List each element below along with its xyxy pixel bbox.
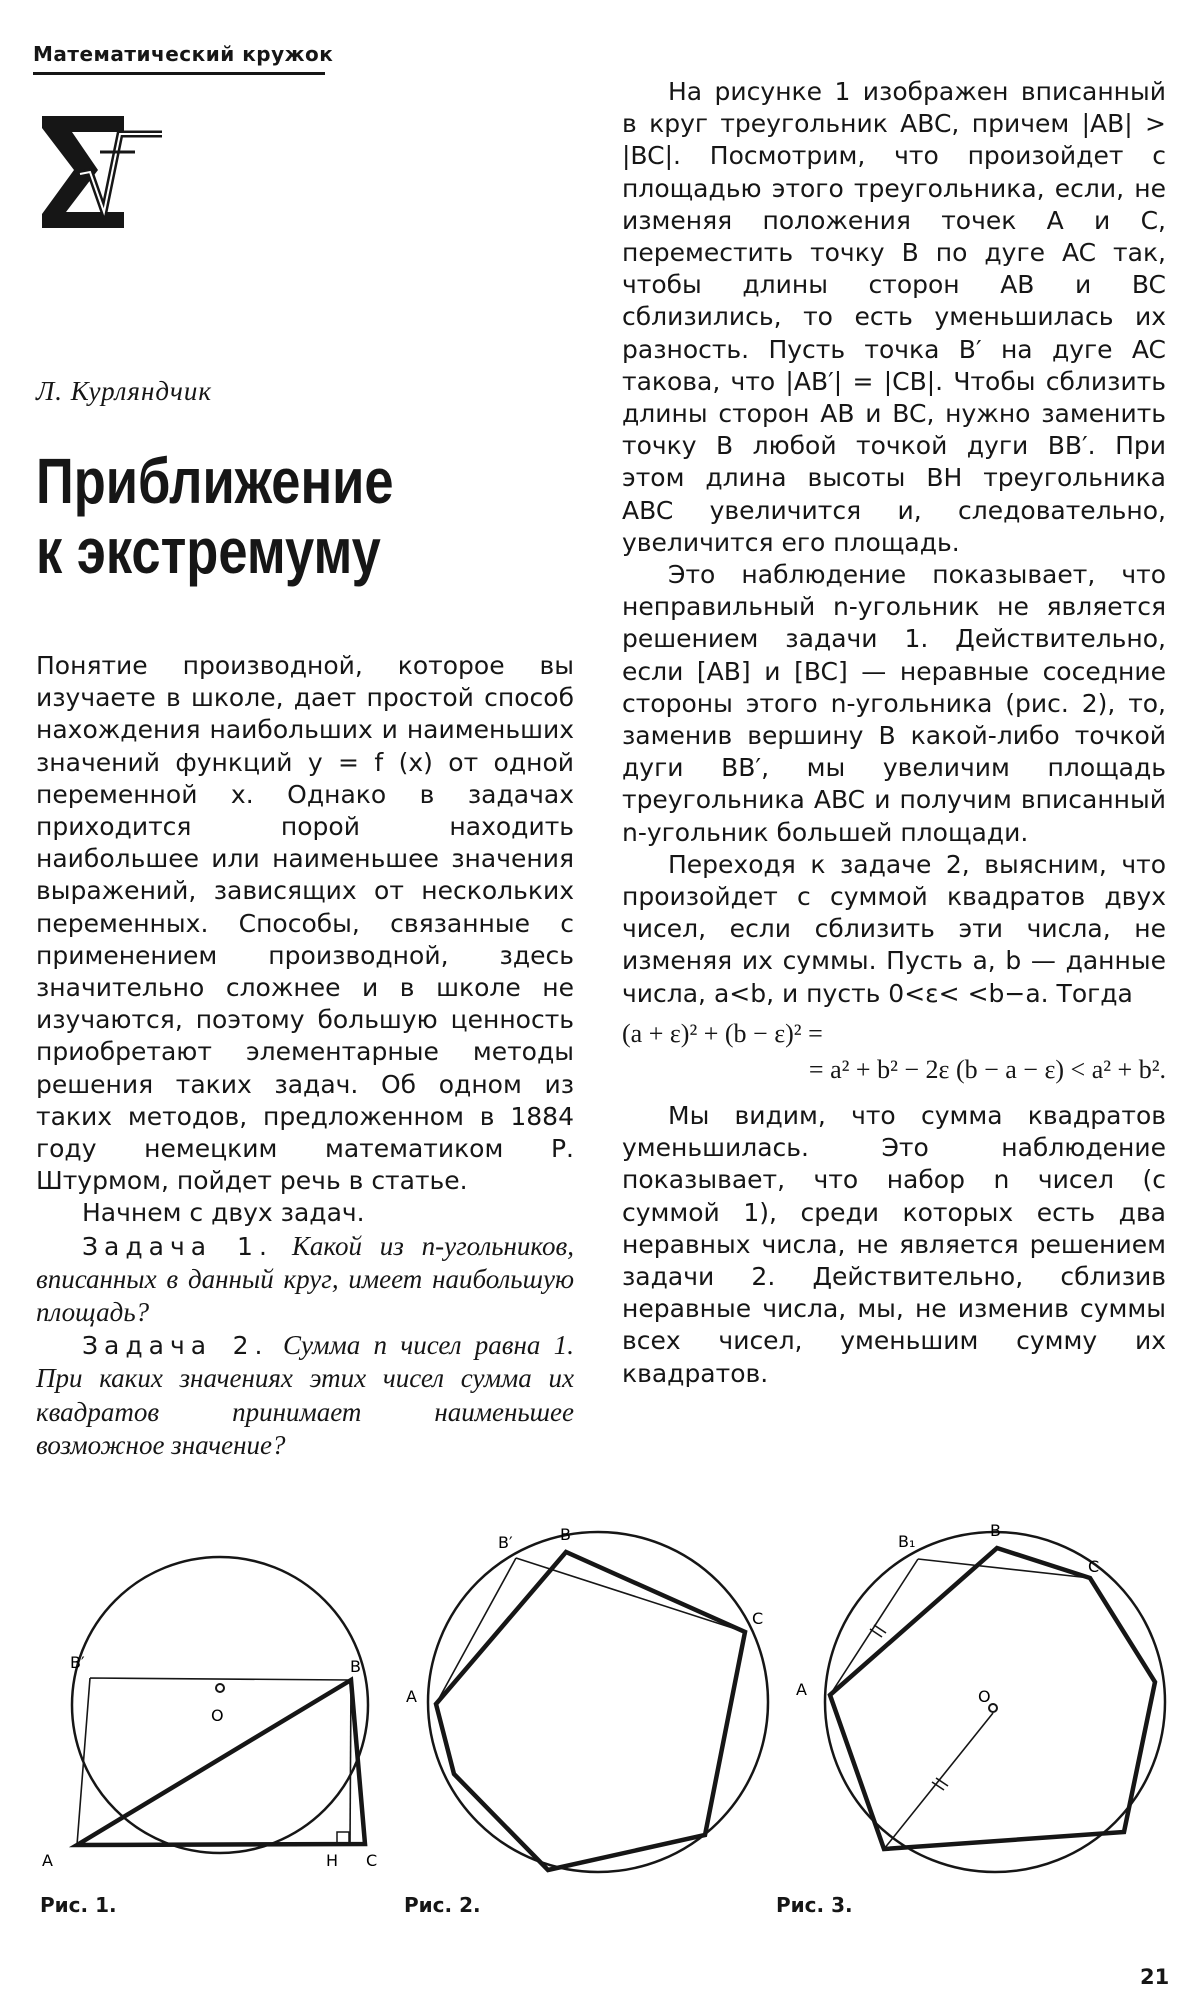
- sigma-root-logo-icon: [40, 112, 165, 232]
- right-paragraph-4: Мы видим, что сумма квадратов уменьшилась. Это наблюдение показывает, что набор n чисел (с суммой 1), среди которых есть два неравных числа, не является решением задачи 2. Действительно, сблизив неравные числа, мы, не изменив суммы всех чисел, уменьшим сумму их квадратов.: [622, 1100, 1166, 1388]
- label-Bprime: B′: [498, 1533, 513, 1552]
- label-Bprime: B′: [70, 1653, 85, 1672]
- figure-2: [408, 1512, 788, 1872]
- start-paragraph: Начнем с двух задач.: [82, 1198, 365, 1228]
- task-1-label: Задача 1.: [82, 1231, 273, 1261]
- label-H: H: [326, 1851, 339, 1870]
- label-B1: B₁: [898, 1532, 916, 1551]
- formula: [622, 1016, 1166, 1088]
- label-A: A: [796, 1680, 807, 1699]
- page-number: 21: [1140, 1965, 1170, 1989]
- article-title: [36, 446, 479, 586]
- task-2-text: Сумма n чисел равна 1. При каких значениях этих чисел сумма их квадратов принимает наименьшее возможное значение?: [36, 1330, 574, 1460]
- label-B: B: [350, 1657, 361, 1676]
- task-1: [36, 1230, 574, 1330]
- task-2-label: Задача 2.: [82, 1331, 269, 1361]
- article-author: Л. Курляндчик: [36, 376, 213, 406]
- title-line-1: Приближение: [36, 445, 394, 517]
- header-rule: [33, 72, 325, 75]
- figure-3-caption: Рис. 3.: [776, 1893, 853, 1917]
- polygon: [830, 1548, 1155, 1849]
- figure-1: [40, 1540, 380, 1870]
- right-column: [622, 76, 1166, 1390]
- circle: [428, 1532, 768, 1872]
- task-1-text: Какой из n-угольников, вписанных в данный круг, имеет наибольшую площадь?: [36, 1230, 574, 1328]
- title-line-2: к экстремуму: [36, 515, 381, 587]
- label-B: B: [990, 1521, 1001, 1540]
- formula-line-1: (a + ε)² + (b − ε)² =: [622, 1018, 823, 1048]
- label-B: B: [560, 1525, 571, 1544]
- polygon: [436, 1552, 745, 1870]
- task-2: [36, 1329, 574, 1462]
- figure-1-caption: Рис. 1.: [40, 1893, 117, 1917]
- right-paragraph-1: На рисунке 1 изображен вписанный в круг треугольник ABC, причем |AB| > |BC|. Посмотрим, что произойдет с площадью этого треугольника, если, не изменяя положения точек A и C, переместить точку B по дуге AC так, чтобы длины сторон AB и BC сблизились, то есть уменьшилась их разность. Пусть точка B′ на дуге AC такова, что |AB′| = |CB|. Чтобы сблизить длины сторон AB и BC, нужно заменить точку B любой точкой дуги BB′. При этом длина высоты BH треугольника ABC увеличится и, следовательно, увеличится его площадь.: [622, 77, 1166, 557]
- figure-2-caption: Рис. 2.: [404, 1893, 481, 1917]
- formula-line-2: = a² + b² − 2ε (b − a − ε) < a² + b².: [808, 1054, 1166, 1084]
- section-header: Математический кружок: [33, 42, 334, 66]
- circle: [72, 1557, 368, 1853]
- label-O: O: [211, 1706, 224, 1725]
- figure-3: [790, 1512, 1180, 1872]
- right-paragraph-3: Переходя к задаче 2, выясним, что произойдет с суммой квадратов двух чисел, если сблизить эти числа, не изменяя их суммы. Пусть a, b — данные числа, a<b, и пусть 0<ε< <b−a. Тогда: [622, 849, 1166, 1008]
- triangle-abc: [77, 1680, 365, 1845]
- label-O: O: [978, 1687, 991, 1706]
- left-column: [36, 650, 574, 1462]
- intro-paragraph: Понятие производной, которое вы изучаете в школе, дает простой способ нахождения наибольших и наименьших значений функций y = f (x) от одной переменной x. Однако в задачах приходится порой находить наибольшее или наименьшее значения выражений, зависящих от нескольких переменных. Способы, связанные с применением производной, здесь значительно сложнее и в школе не изучаются, поэтому большую ценность приобретают элементарные методы решения таких задач. Об одном из таких методов, предложенном в 1884 году немецким математиком Р. Штурмом, пойдет речь в статье.: [36, 651, 574, 1196]
- label-C: C: [752, 1609, 764, 1628]
- label-A: A: [42, 1851, 53, 1870]
- right-paragraph-2: Это наблюдение показывает, что неправильный n-угольник не является решением задачи 1. Действительно, если [AB] и [BC] — неравные соседние стороны этого n-угольника (рис. 2), то, заменив вершину B какой-либо точкой дуги BB′, мы увеличим площадь треугольника ABC и получим вписанный n-угольник большей площади.: [622, 560, 1166, 847]
- label-A: A: [406, 1687, 417, 1706]
- label-C: C: [1088, 1557, 1100, 1576]
- label-C: C: [366, 1851, 378, 1870]
